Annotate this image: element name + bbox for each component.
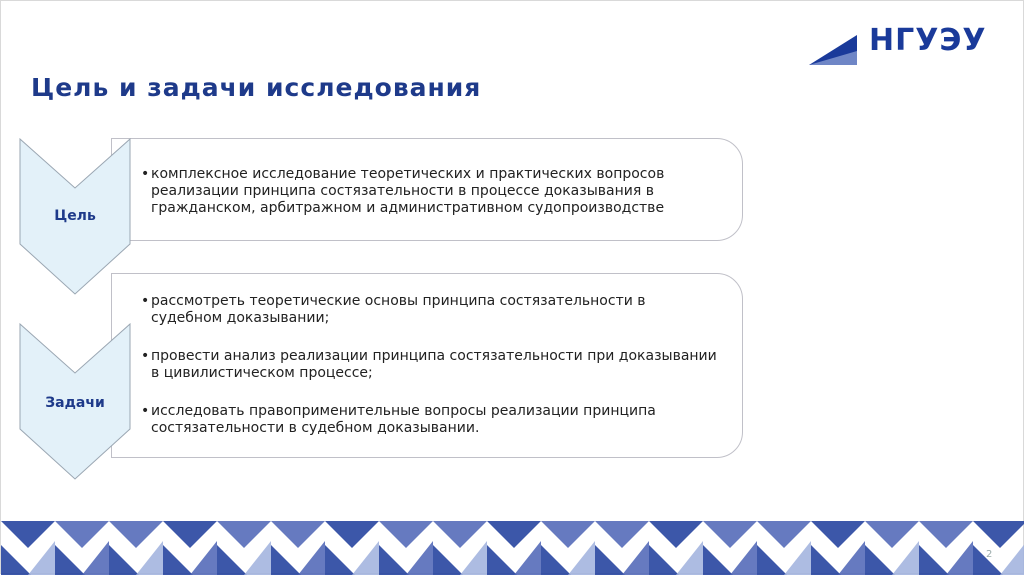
list-item: • рассмотреть теоретические основы принципа состязательности в судебном доказывании; (141, 293, 646, 326)
page-title: Цель и задачи исследования (31, 73, 482, 102)
page-number: 2 (986, 549, 993, 560)
list-item: • комплексное исследование теоретических и практических вопросов реализации принципа состязательности в процессе доказывания в гражданском, арбитражном и административном судопроизводстве (141, 166, 665, 216)
goal-label: Цель (54, 208, 96, 224)
tasks-list (141, 293, 721, 458)
list-item: • провести анализ реализации принципа состязательности при доказывании в цивилистическом процессе; (141, 348, 717, 381)
logo-text: НГУЭУ (869, 23, 987, 58)
list-item: • исследовать правоприменительные вопросы реализации принципа состязательности в судебном доказывании. (141, 403, 656, 436)
footer-pattern-icon (1, 521, 1024, 575)
tasks-label: Задачи (45, 395, 105, 411)
goal-list (141, 166, 731, 217)
